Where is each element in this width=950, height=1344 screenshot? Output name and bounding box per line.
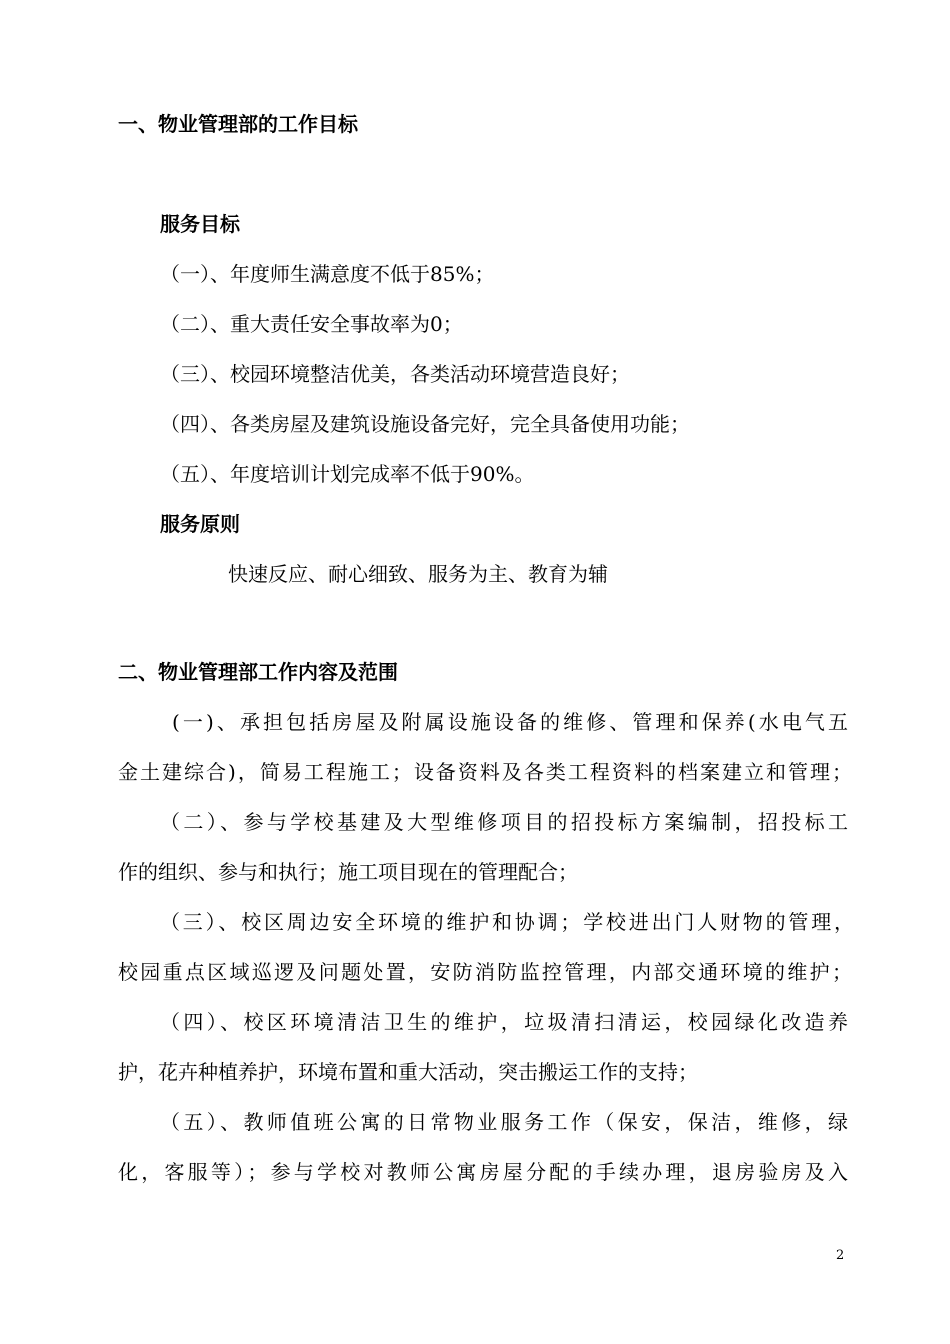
scope-paragraph-1-line-2: 金土建综合)，简易工程施工；设备资料及各类工程资料的档案建立和管理； bbox=[118, 760, 852, 784]
scope-paragraph-3-line-1: （三）、校区周边安全环境的维护和协调；学校进出门人财物的管理， bbox=[160, 910, 854, 934]
scope-paragraph-5-line-1: （五）、教师值班公寓的日常物业服务工作（保安，保洁，维修，绿 bbox=[160, 1110, 848, 1134]
scope-paragraph-2-line-1: （二）、参与学校基建及大型维修项目的招投标方案编制，招投标工 bbox=[160, 810, 848, 834]
service-goals-title: 服务目标 bbox=[160, 212, 240, 236]
goal-item-3: （三）、校园环境整洁优美，各类活动环境营造良好； bbox=[160, 362, 630, 386]
scope-paragraph-3-line-2: 校园重点区域巡逻及问题处置，安防消防监控管理，内部交通环境的维护； bbox=[118, 960, 852, 984]
scope-paragraph-4-line-2: 护，花卉种植养护，环境布置和重大活动，突击搬运工作的支持； bbox=[118, 1060, 698, 1084]
goal-item-5: （五）、年度培训计划完成率不低于90%。 bbox=[160, 462, 535, 486]
section-heading-2: 二、物业管理部工作内容及范围 bbox=[118, 660, 398, 684]
scope-paragraph-4-line-1: （四）、校区环境清洁卫生的维护，垃圾清扫清运，校园绿化改造养 bbox=[160, 1010, 848, 1034]
goal-item-4: （四）、各类房屋及建筑设施设备完好，完全具备使用功能； bbox=[160, 412, 690, 436]
goal-item-2: （二）、重大责任安全事故率为0； bbox=[160, 312, 463, 336]
scope-paragraph-5-line-2: 化，客服等）；参与学校对教师公寓房屋分配的手续办理，退房验房及入 bbox=[118, 1160, 848, 1184]
page-number: 2 bbox=[836, 1248, 845, 1263]
service-principles-title: 服务原则 bbox=[160, 512, 240, 536]
goal-item-1: （一）、年度师生满意度不低于85%； bbox=[160, 262, 495, 286]
service-principles-text: 快速反应、耐心细致、服务为主、教育为辅 bbox=[228, 562, 608, 586]
scope-paragraph-2-line-2: 作的组织、参与和执行；施工项目现在的管理配合； bbox=[118, 860, 578, 884]
section-heading-1: 一、物业管理部的工作目标 bbox=[118, 112, 358, 136]
scope-paragraph-1-line-1: (一)、承担包括房屋及附属设施设备的维修、管理和保养(水电气五 bbox=[172, 710, 848, 734]
